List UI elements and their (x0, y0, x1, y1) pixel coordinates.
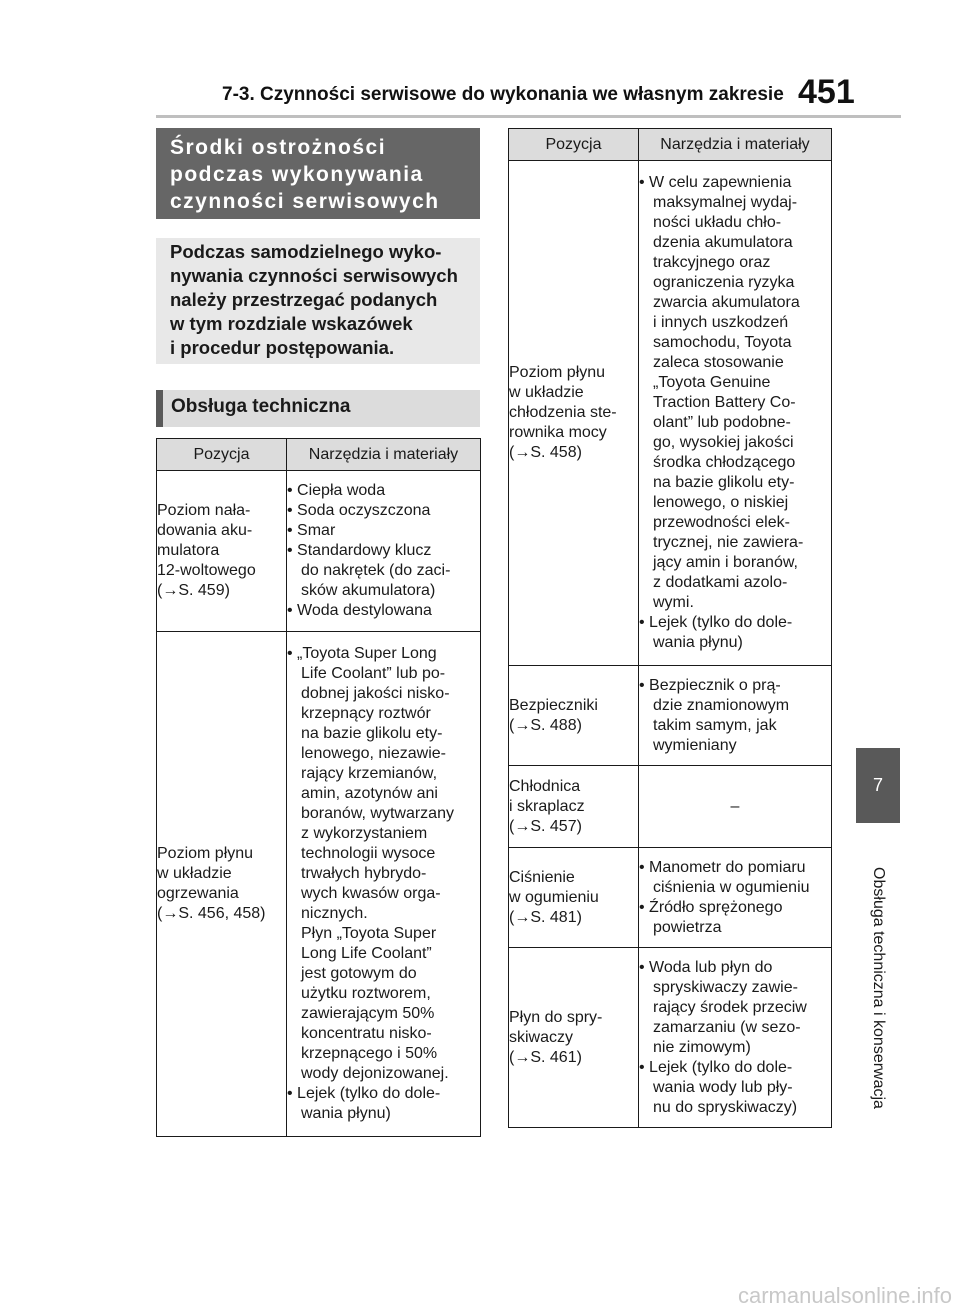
chapter-side-label: Obsługa techniczna i konserwacja (870, 867, 887, 1109)
material-item (639, 898, 831, 938)
watermark: carmanualsonline.info (737, 1283, 952, 1308)
position-line: i skraplacz (509, 797, 585, 815)
material-line: Lejek (tylko do dole- (649, 614, 793, 631)
material-line: wych kwasów orga- (301, 885, 441, 902)
position-line: Poziom płynu (157, 845, 254, 862)
material-line: Manometr do pomiaru (649, 858, 806, 876)
column-header-position: Pozycja (509, 129, 639, 161)
material-line: przewodności elek- (653, 514, 790, 531)
position-line: w układzie (157, 865, 232, 882)
material-line: trwałych hybrydo- (301, 865, 427, 882)
maintenance-table-left (156, 438, 481, 1137)
chapter-number: 7 (872, 775, 883, 795)
materials-list (287, 481, 480, 621)
material-line: technologii wysoce (301, 845, 436, 862)
table-row (509, 666, 832, 766)
material-line: boranów, wytwarzany (301, 805, 454, 822)
column-header-position: Pozycja (157, 439, 287, 471)
position-line: (→S. 458) (509, 444, 582, 461)
material-line: wania wody lub pły- (653, 1078, 793, 1096)
material-line: na bazie glikolu ety- (653, 474, 795, 491)
intro-line: nywania czynności serwisowych (170, 265, 458, 286)
material-line: Soda oczyszczona (297, 502, 431, 519)
position-line: 12-woltowego (157, 562, 256, 579)
table-row (509, 161, 832, 666)
material-line: wymieniany (653, 736, 737, 754)
material-line: amin, azotynów ani (301, 785, 438, 802)
material-line: dobnej jakości nisko- (301, 685, 450, 702)
precautions-title-box (156, 128, 480, 219)
material-line: olant” lub podobne- (653, 414, 791, 431)
material-line: rający środek przeciw (653, 998, 807, 1016)
materials-list (639, 676, 831, 756)
table-row (157, 632, 481, 1137)
maintenance-table-right (508, 128, 832, 1128)
position-cell (509, 666, 639, 766)
material-line: Źródło sprężonego (649, 898, 783, 916)
position-cell (509, 766, 639, 848)
material-item (287, 644, 480, 1084)
material-line: krzepnący roztwór (301, 705, 431, 722)
material-line: wania płynu) (301, 1105, 391, 1122)
material-line: koncentratu nisko- (301, 1025, 432, 1042)
materials-cell (287, 632, 481, 1137)
material-line: lenowego, niezawie- (301, 745, 446, 762)
material-line: spryskiwaczy zawie- (653, 978, 798, 996)
material-line: Smar (297, 522, 336, 539)
position-line: dowania aku- (157, 522, 253, 539)
materials-cell: – (639, 766, 832, 848)
position-cell (157, 632, 287, 1137)
material-item (287, 501, 480, 521)
section-header-title: 7-3. Czynności serwisowe do wykonania we własnym zakresie (222, 84, 784, 105)
materials-list (287, 644, 480, 1124)
position-line: (→S. 457) (509, 817, 582, 835)
material-line: nu do spryskiwaczy) (653, 1098, 798, 1116)
intro-text-box (156, 238, 480, 364)
material-line: „Toyota Super Long (297, 645, 437, 662)
material-line: Płyn „Toyota Super (301, 925, 437, 942)
material-line: z wykorzystaniem (301, 825, 428, 842)
title-line: podczas wykonywania (170, 163, 424, 186)
material-line: jący amin i boranów, (653, 554, 798, 571)
position-line: Chłodnica (509, 777, 581, 795)
column-header-materials: Narzędzia i materiały (639, 129, 832, 161)
material-item (639, 676, 831, 756)
position-cell (509, 848, 639, 948)
position-line: (→S. 456, 458) (157, 905, 266, 922)
materials-list (639, 173, 831, 653)
position-line: w ogumieniu (509, 888, 599, 906)
material-line: zaleca stosowanie (653, 354, 784, 371)
material-line: go, wysokiej jakości (653, 434, 794, 451)
material-line: z dodatkami azolo- (653, 574, 788, 591)
material-line: nie zimowym) (653, 1038, 751, 1056)
intro-line: w tym rozdziale wskazówek (170, 313, 413, 334)
position-line: rownika mocy (509, 424, 607, 441)
material-line: trycznej, nie zawiera- (653, 534, 804, 551)
material-line: rający krzemianów, (301, 765, 438, 782)
materials-cell (639, 848, 832, 948)
intro-line: i procedur postępowania. (170, 337, 395, 358)
material-line: środka chłodzącego (653, 454, 796, 471)
material-line: powietrza (653, 918, 722, 936)
position-line: (→S. 481) (509, 908, 582, 926)
chapter-tab (856, 748, 900, 823)
material-line: ności układu chło- (653, 214, 782, 231)
table-row (509, 948, 832, 1128)
section-heading-text: Obsługa techniczna (171, 396, 351, 417)
material-line: Lejek (tylko do dole- (297, 1085, 441, 1102)
material-line: Woda destylowana (297, 602, 432, 619)
materials-cell (639, 666, 832, 766)
materials-list (639, 958, 831, 1118)
title-line: Środki ostrożności (170, 136, 387, 159)
position-line: (→S. 459) (157, 582, 230, 599)
material-item (287, 541, 480, 601)
material-line: Bezpiecznik o prą- (649, 676, 781, 694)
material-item (287, 601, 480, 621)
table-header-row (157, 439, 481, 471)
material-item (639, 858, 831, 898)
position-cell (509, 948, 639, 1128)
position-cell (157, 471, 287, 632)
table-row (509, 766, 832, 848)
table-header-row (509, 129, 832, 161)
materials-cell (639, 161, 832, 666)
material-line: jest gotowym do (301, 965, 417, 982)
material-line: sków akumulatora) (301, 582, 436, 599)
material-line: „Toyota Genuine (653, 374, 771, 391)
position-line: (→S. 461) (509, 1048, 582, 1066)
material-line: zawierającym 50% (301, 1005, 435, 1022)
material-line: takim samym, jak (653, 716, 777, 734)
intro-line: Podczas samodzielnego wyko- (170, 241, 442, 262)
position-cell (509, 161, 639, 666)
material-line: W celu zapewnienia (649, 174, 792, 191)
material-line: Long Life Coolant” (301, 945, 432, 962)
material-line: użytku roztworem, (301, 985, 431, 1002)
position-line: Poziom płynu (509, 364, 606, 381)
material-line: Woda lub płyn do (649, 958, 773, 976)
material-line: Life Coolant” lub po- (301, 665, 446, 682)
materials-cell (287, 471, 481, 632)
material-line: do nakrętek (do zaci- (301, 562, 451, 579)
position-line: skiwaczy (509, 1028, 574, 1046)
material-line: dzenia akumulatora (653, 234, 793, 251)
material-item (639, 958, 831, 1058)
material-item (639, 173, 831, 613)
material-line: Ciepła woda (297, 482, 386, 499)
position-line: ogrzewania (157, 885, 239, 902)
position-line: mulatora (157, 542, 220, 559)
material-item (639, 613, 831, 653)
material-line: dzie znamionowym (653, 696, 790, 714)
position-line: Ciśnienie (509, 868, 575, 886)
material-line: i innych uszkodzeń (653, 314, 789, 331)
material-item (287, 521, 480, 541)
material-line: wody dejonizowanej. (301, 1065, 449, 1082)
material-line: zamarzaniu (w sezo- (653, 1018, 801, 1036)
position-line: (→S. 488) (509, 716, 582, 734)
section-heading-bar (156, 390, 163, 427)
table-row (157, 471, 481, 632)
material-item (639, 1058, 831, 1118)
material-line: zwarcia akumulatora (653, 294, 800, 311)
material-line: na bazie glikolu ety- (301, 725, 443, 742)
section-heading (156, 390, 480, 427)
material-item (287, 1084, 480, 1124)
material-line: krzepnącego i 50% (301, 1045, 438, 1062)
material-line: wania płynu) (653, 634, 743, 651)
material-line: trakcyjnego oraz (653, 254, 771, 271)
material-line: Standardowy klucz (297, 542, 432, 559)
position-line: Poziom nała- (157, 502, 251, 519)
material-line: nicznych. (301, 905, 368, 922)
materials-list (639, 858, 831, 938)
position-line: Bezpieczniki (509, 696, 598, 714)
page-number: 451 (798, 73, 855, 111)
material-line: wymi. (653, 594, 694, 611)
material-line: Lejek (tylko do dole- (649, 1058, 793, 1076)
materials-cell (639, 948, 832, 1128)
table-row (509, 848, 832, 948)
material-line: maksymalnej wydaj- (653, 194, 798, 211)
header-divider (156, 115, 901, 118)
material-line: Traction Battery Co- (653, 394, 796, 411)
material-line: ciśnienia w ogumieniu (653, 878, 810, 896)
column-header-materials: Narzędzia i materiały (287, 439, 481, 471)
material-line: samochodu, Toyota (653, 334, 792, 351)
intro-line: należy przestrzegać podanych (170, 289, 438, 310)
position-line: Płyn do spry- (509, 1008, 603, 1026)
material-line: ograniczenia ryzyka (653, 274, 795, 291)
material-item (287, 481, 480, 501)
position-line: chłodzenia ste- (509, 404, 617, 421)
position-line: w układzie (509, 384, 584, 401)
title-line: czynności serwisowych (170, 190, 440, 213)
material-line: lenowego, o niskiej (653, 494, 789, 511)
